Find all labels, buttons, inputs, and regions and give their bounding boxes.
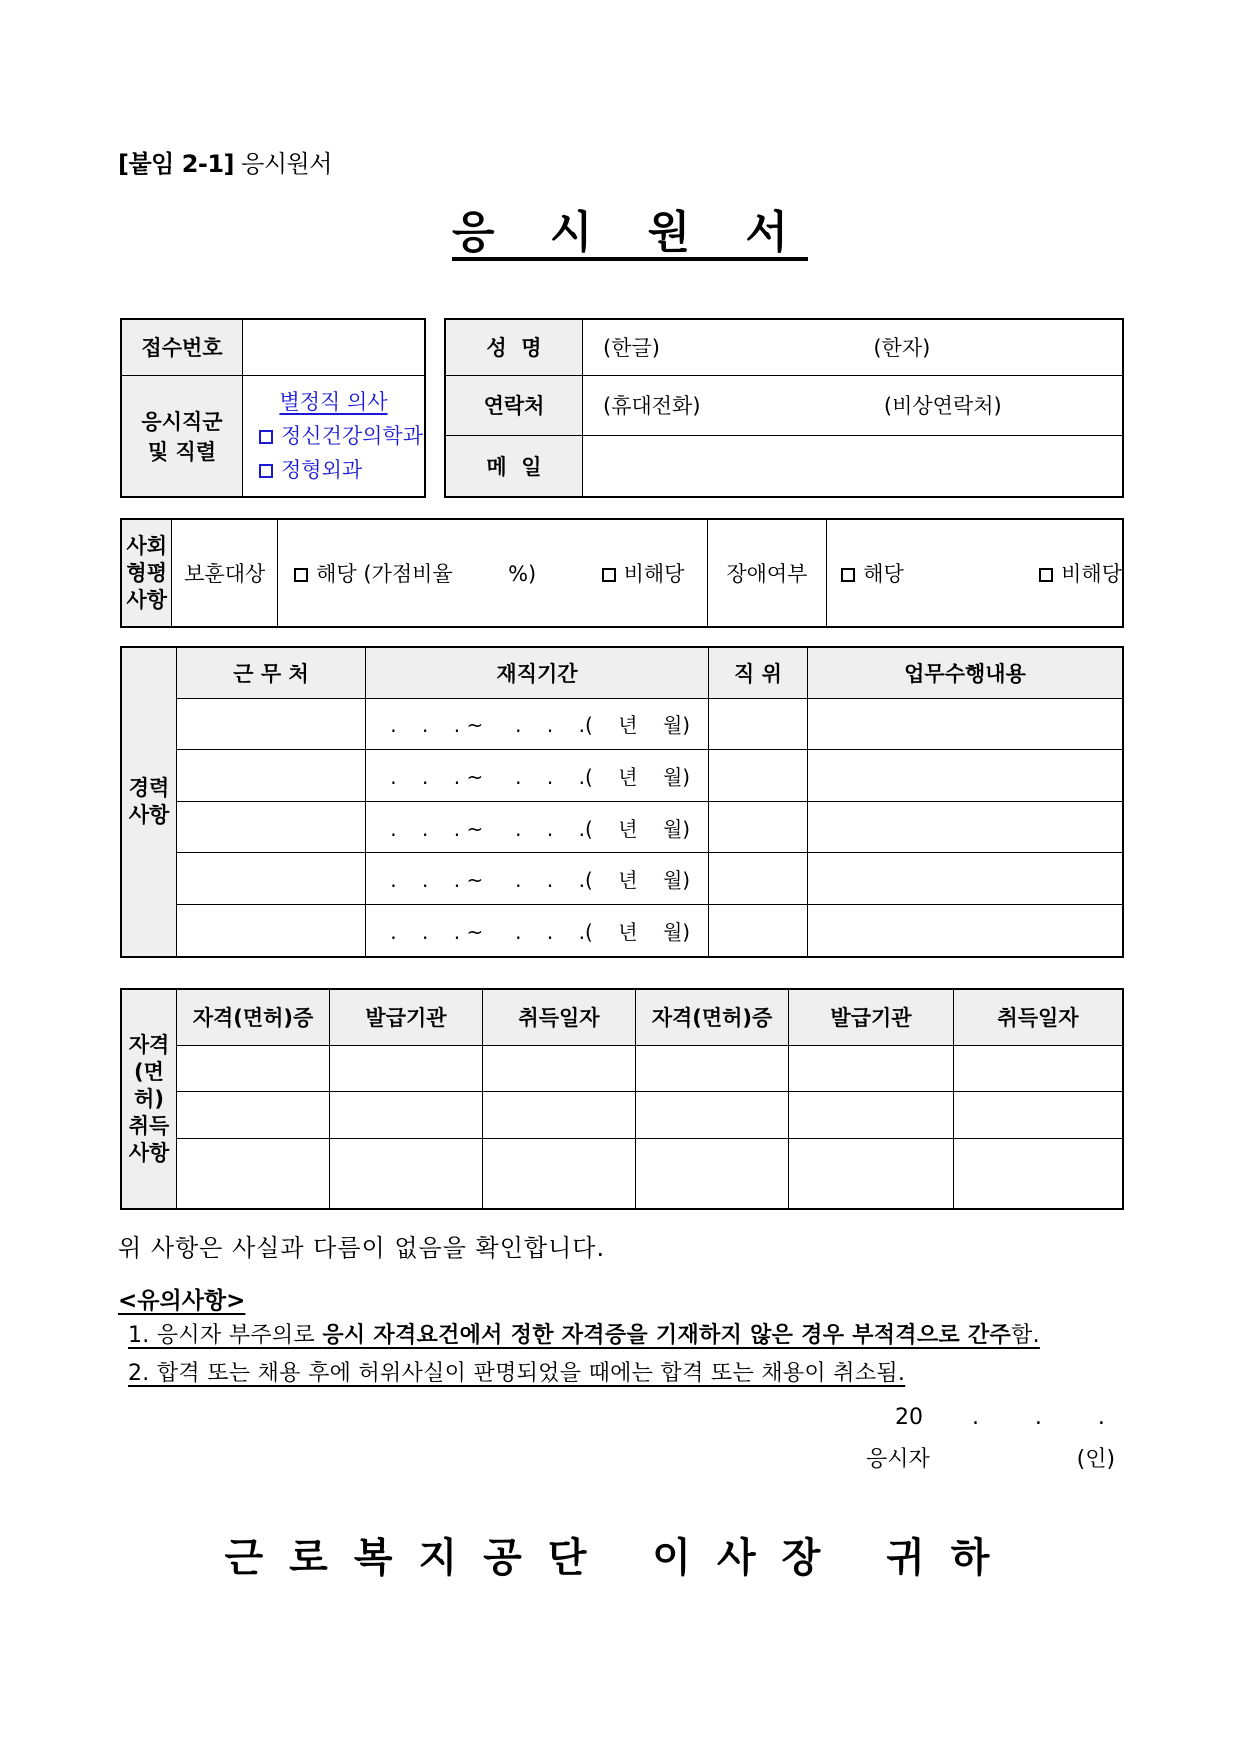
notice-heading: <유의사항> [118, 1288, 246, 1314]
career-header-workplace: 근 무 처 [177, 647, 366, 698]
career-position-cell[interactable] [709, 853, 808, 905]
contact-label: 연락처 [445, 375, 583, 435]
disability-label: 장애여부 [707, 519, 827, 627]
veteran-no-label: 비해당 [623, 562, 685, 586]
license-row [121, 1045, 1123, 1092]
career-period-cell[interactable]: . . . ~ . . .( 년 월) [366, 853, 709, 905]
license-cell[interactable] [483, 1092, 636, 1139]
email-label: 메 일 [445, 435, 583, 497]
notice-item-2: 2. 합격 또는 채용 후에 허위사실이 판명되었을 때에는 합격 또는 채용이 취소됨. [128, 1361, 906, 1386]
social-label-line1: 사회 [126, 533, 167, 558]
checkbox-icon[interactable] [841, 568, 855, 582]
date-line: 20 . . . [895, 1405, 1105, 1430]
license-cell[interactable] [789, 1045, 954, 1092]
option-psychiatry[interactable] [243, 419, 424, 453]
career-row [121, 801, 1123, 853]
mobile-label: (휴대전화) [603, 394, 701, 418]
veteran-label: 보훈대상 [172, 519, 278, 627]
license-label-line3: 취득 [128, 1113, 170, 1138]
disability-no-option[interactable] [1039, 562, 1122, 586]
license-label-line2: (면허) [134, 1059, 164, 1111]
disability-options [827, 519, 1123, 627]
license-cell[interactable] [330, 1045, 483, 1092]
license-header-name-2: 자격(면허)증 [636, 989, 789, 1045]
license-cell[interactable] [954, 1045, 1124, 1092]
social-label [121, 519, 172, 627]
license-cell[interactable] [636, 1045, 789, 1092]
position-options [243, 375, 426, 497]
name-kor-label: (한글) [603, 336, 660, 361]
career-duties-cell[interactable] [808, 750, 1124, 802]
license-cell[interactable] [954, 1139, 1124, 1209]
career-row [121, 750, 1123, 802]
license-cell[interactable] [483, 1139, 636, 1209]
disability-yes-option[interactable] [841, 562, 904, 586]
name-label: 성 명 [445, 319, 583, 375]
checkbox-icon[interactable] [259, 464, 273, 478]
license-label [121, 989, 177, 1209]
career-position-cell[interactable] [709, 801, 808, 853]
license-cell[interactable] [789, 1092, 954, 1139]
checkbox-icon[interactable] [259, 430, 273, 444]
license-label-line4: 사항 [128, 1140, 170, 1165]
career-period-cell[interactable]: . . . ~ . . .( 년 월) [366, 905, 709, 958]
notice-1-part-a: 1. 응시자 부주의로 [128, 1323, 323, 1348]
checkbox-icon[interactable] [602, 568, 616, 582]
career-duties-cell[interactable] [808, 801, 1124, 853]
license-header-issuer-2: 발급기관 [789, 989, 954, 1045]
license-table [120, 988, 1124, 1210]
license-cell[interactable] [177, 1139, 330, 1209]
document-title-wrap [0, 196, 1240, 260]
disability-yes-label: 해당 [863, 562, 904, 586]
license-cell[interactable] [789, 1139, 954, 1209]
license-header-row [121, 989, 1123, 1045]
receipt-position-table [120, 318, 426, 498]
career-duties-cell[interactable] [808, 853, 1124, 905]
license-cell[interactable] [330, 1092, 483, 1139]
confirmation-text: 위 사항은 사실과 다름이 없음을 확인합니다. [118, 1234, 606, 1262]
position-label-line2: 및 직렬 [147, 439, 217, 464]
receipt-number-field[interactable] [243, 319, 426, 375]
attachment-text: 응시원서 [241, 150, 332, 178]
addressee-footer: 근로복지공단 이사장 귀하 [224, 1535, 1016, 1581]
license-cell[interactable] [954, 1092, 1124, 1139]
career-duties-cell[interactable] [808, 905, 1124, 958]
license-cell[interactable] [330, 1139, 483, 1209]
license-cell[interactable] [483, 1045, 636, 1092]
career-row [121, 853, 1123, 905]
license-cell[interactable] [636, 1092, 789, 1139]
veteran-no-option[interactable] [602, 562, 685, 586]
veteran-yes-option[interactable] [294, 562, 453, 586]
license-row [121, 1139, 1123, 1209]
career-workplace-cell[interactable] [177, 801, 366, 853]
career-table [120, 646, 1124, 958]
license-header-issuer: 발급기관 [330, 989, 483, 1045]
attachment-number: [붙임 2-1] [118, 150, 235, 178]
career-position-cell[interactable] [709, 750, 808, 802]
checkbox-icon[interactable] [1039, 568, 1053, 582]
position-label-line1: 응시직군 [141, 409, 223, 434]
attachment-label [118, 144, 332, 179]
receipt-label: 접수번호 [121, 319, 243, 375]
percent-label: %) [508, 562, 537, 586]
career-workplace-cell[interactable] [177, 750, 366, 802]
license-header-date: 취득일자 [483, 989, 636, 1045]
license-label-line1: 자격 [128, 1032, 170, 1057]
email-field[interactable] [583, 435, 1124, 497]
option-orthopedics[interactable] [243, 453, 424, 487]
document-title: 응 시 원 서 [452, 207, 808, 258]
career-header-position: 직 위 [709, 647, 808, 698]
notice-item-1 [128, 1318, 1040, 1349]
checkbox-icon[interactable] [294, 568, 308, 582]
name-hanja-label: (한자) [873, 336, 931, 361]
license-header-name: 자격(면허)증 [177, 989, 330, 1045]
career-period-cell[interactable]: . . . ~ . . .( 년 월) [366, 750, 709, 802]
social-label-line2: 형평 [126, 560, 167, 585]
career-label-line2: 사항 [128, 803, 170, 827]
career-row [121, 698, 1123, 750]
career-row [121, 905, 1123, 958]
career-label [121, 647, 177, 957]
social-label-line3: 사항 [126, 587, 167, 612]
career-position-cell[interactable] [709, 698, 808, 750]
career-position-cell[interactable] [709, 905, 808, 958]
position-label [121, 375, 243, 497]
veteran-yes-label: 해당 (가점비율 [316, 562, 453, 586]
position-heading: 별정직 의사 [279, 389, 388, 414]
career-header-duties: 업무수행내용 [808, 647, 1124, 698]
career-header-row [121, 647, 1123, 698]
contact-field[interactable] [583, 375, 1124, 435]
notice-1-part-b: 응시 자격요건에서 정한 자격증을 기재하지 않은 경우 부적격으로 간주 [322, 1323, 1012, 1348]
career-label-line1: 경력 [128, 776, 170, 800]
social-equity-table [120, 518, 1124, 628]
license-cell[interactable] [636, 1139, 789, 1209]
emergency-label: (비상연락처) [883, 394, 1002, 418]
career-workplace-cell[interactable] [177, 905, 366, 958]
license-row [121, 1092, 1123, 1139]
option-psychiatry-label: 정신건강의학과 [281, 423, 424, 448]
personal-info-table [444, 318, 1124, 498]
career-workplace-cell[interactable] [177, 698, 366, 750]
option-orthopedics-label: 정형외과 [281, 457, 363, 482]
career-workplace-cell[interactable] [177, 853, 366, 905]
career-duties-cell[interactable] [808, 698, 1124, 750]
name-field[interactable] [583, 319, 1124, 375]
license-cell[interactable] [177, 1092, 330, 1139]
applicant-signature-line: 응시자 (인) [866, 1447, 1116, 1472]
license-cell[interactable] [177, 1045, 330, 1092]
career-period-cell[interactable]: . . . ~ . . .( 년 월) [366, 801, 709, 853]
career-period-cell[interactable]: . . . ~ . . .( 년 월) [366, 698, 709, 750]
career-header-period: 재직기간 [366, 647, 709, 698]
notice-1-part-c: 함. [1011, 1323, 1040, 1348]
disability-no-label: 비해당 [1061, 562, 1122, 586]
veteran-options [278, 519, 708, 627]
license-header-date-2: 취득일자 [954, 989, 1124, 1045]
